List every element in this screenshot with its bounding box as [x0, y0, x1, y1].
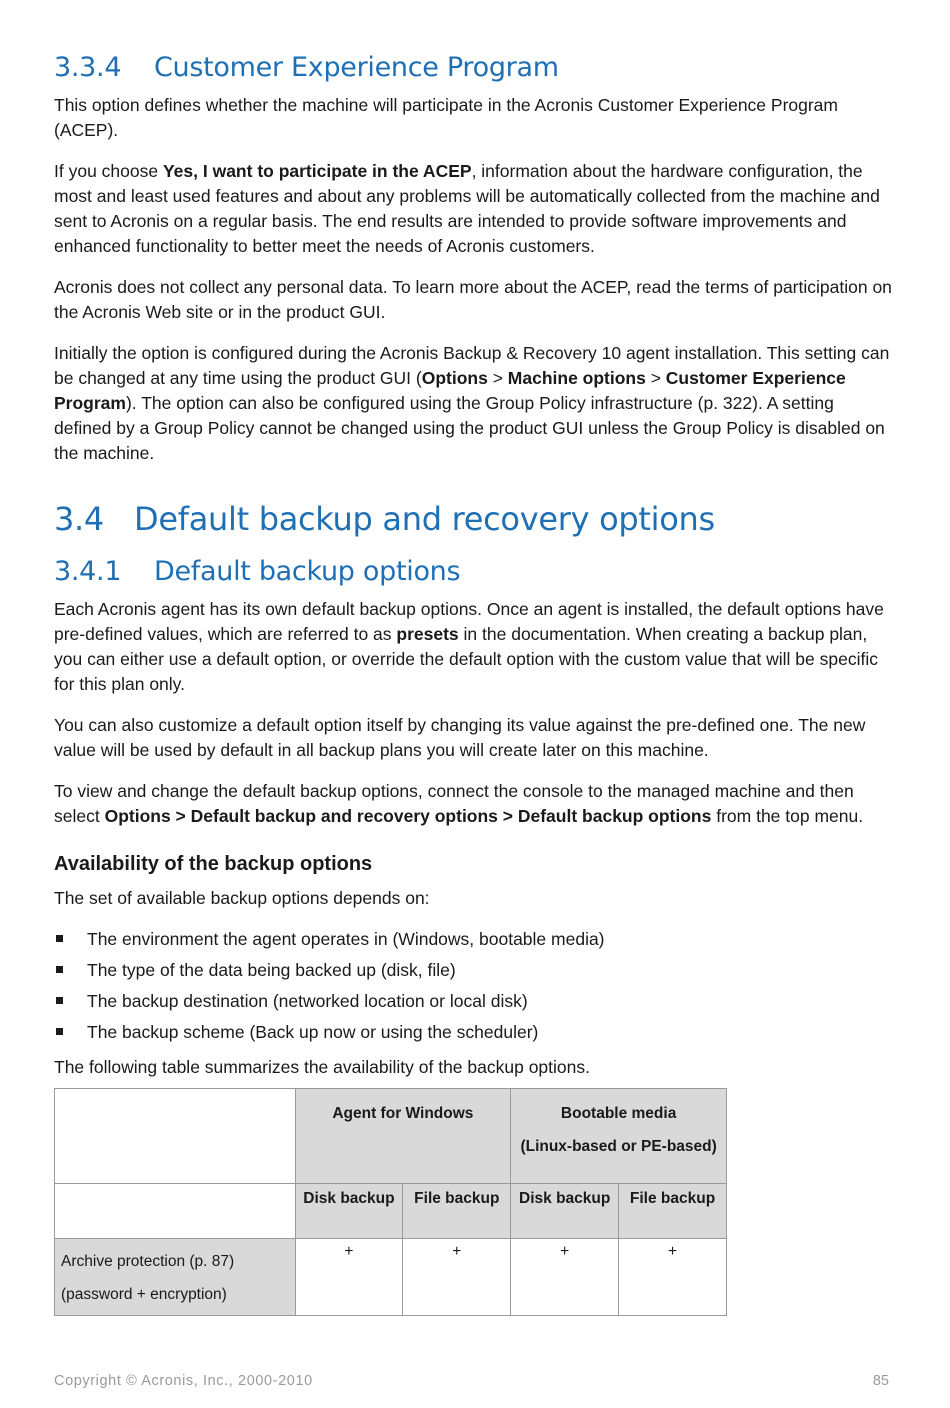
bold-text: Options > Default backup and recovery options > Default backup options — [104, 806, 712, 826]
bullet-square-icon — [56, 935, 63, 942]
section-number: 3.4.1 — [54, 556, 122, 587]
text-run: , information about the hardware configuration, the most and least used features and about any problems will be automatically collected from the machine and sent to Acronis on a regular basis. The end results are intended to provide software improvements and enhanced functionality to better meet the needs of Acronis customers. — [54, 161, 880, 256]
bold-text: Options — [421, 368, 488, 388]
bold-text: Machine options — [507, 368, 646, 388]
subheading-availability: Availability of the backup options — [54, 853, 373, 875]
section-title: Default backup options — [154, 556, 461, 587]
paragraph — [54, 779, 896, 829]
table-subheader-row — [55, 1184, 727, 1239]
section-number: 3.3.4 — [54, 52, 122, 83]
list-item — [54, 1020, 896, 1045]
page-number: 85 — [872, 1373, 889, 1389]
page-footer — [54, 1373, 889, 1389]
table-cell: + — [619, 1239, 727, 1316]
page-content — [54, 52, 896, 1316]
table-cell: + — [403, 1239, 511, 1316]
list-item — [54, 958, 896, 983]
list-item-text: The backup destination (networked location or local disk) — [87, 991, 528, 1011]
table-column-header: File backup — [619, 1184, 727, 1239]
row-label-text: Archive protection (p. 87) — [61, 1253, 235, 1270]
section-title: Default backup and recovery options — [134, 500, 715, 538]
section-number: 3.4 — [54, 500, 104, 538]
bullet-square-icon — [56, 997, 63, 1004]
list-item-text: The backup scheme (Back up now or using the scheduler) — [87, 1022, 539, 1042]
text-run: To view and change the default backup options, connect the console to the managed machine and then select — [54, 781, 854, 826]
text-run: If you choose — [54, 161, 163, 181]
list-item-text: The environment the agent operates in (Windows, bootable media) — [87, 929, 605, 949]
list-item — [54, 989, 896, 1014]
bullet-square-icon — [56, 1028, 63, 1035]
text-run: Each Acronis agent has its own default backup options. Once an agent is installed, the default options have pre-defined values, which are referred to as — [54, 599, 884, 644]
table-group-header — [295, 1089, 511, 1184]
copyright-text: Copyright © Acronis, Inc., 2000-2010 — [54, 1373, 313, 1389]
availability-table — [54, 1088, 727, 1316]
list-item-text: The type of the data being backed up (disk, file) — [87, 960, 456, 980]
section-heading-3-4 — [54, 500, 896, 538]
paragraph — [54, 597, 896, 697]
table-corner-cell — [55, 1089, 296, 1184]
paragraph: This option defines whether the machine will participate in the Acronis Customer Experience Program (ACEP). — [54, 95, 838, 140]
bold-text: presets — [396, 624, 459, 644]
group-header-subtext: (Linux-based or PE-based) — [520, 1138, 717, 1155]
table-column-header: File backup — [403, 1184, 511, 1239]
bullet-list — [54, 927, 896, 1045]
text-run: Initially the option is configured during the Acronis Backup & Recovery 10 agent installation. This setting can be changed at any time using the product GUI ( — [54, 343, 890, 388]
list-item — [54, 927, 896, 952]
text-run: ). The option can also be configured using the Group Policy infrastructure (p. 322). A setting defined by a Group Policy cannot be changed using the product GUI unless the Group Policy is disabled on the machine. — [54, 393, 885, 463]
text-run: > — [645, 368, 666, 388]
paragraph — [54, 159, 896, 259]
table-row — [55, 1239, 727, 1316]
section-heading-3-3-4 — [54, 52, 896, 83]
text-run: > — [487, 368, 508, 388]
paragraph: Acronis does not collect any personal data. To learn more about the ACEP, read the terms of participation on the Acronis Web site or in the product GUI. — [54, 277, 892, 322]
table-corner-cell — [55, 1184, 296, 1239]
section-title: Customer Experience Program — [154, 52, 559, 83]
bold-text: Customer Experience Program — [54, 368, 846, 413]
paragraph: You can also customize a default option itself by changing its value against the pre-defined one. The new value will be used by default in all backup plans you will create later on this machine. — [54, 715, 866, 760]
group-header-text: Bootable media — [560, 1105, 677, 1122]
text-run: from the top menu. — [711, 806, 864, 826]
text-run: in the documentation. When creating a backup plan, you can either use a default option, or override the default option with the custom value that will be specific for this plan only. — [54, 624, 878, 694]
table-group-header — [511, 1089, 727, 1184]
table-cell: + — [295, 1239, 403, 1316]
bullet-square-icon — [56, 966, 63, 973]
table-column-header: Disk backup — [511, 1184, 619, 1239]
paragraph: The following table summarizes the availability of the backup options. — [54, 1057, 590, 1077]
paragraph — [54, 341, 896, 466]
table-column-header: Disk backup — [295, 1184, 403, 1239]
paragraph: The set of available backup options depends on: — [54, 888, 430, 908]
table-cell: + — [511, 1239, 619, 1316]
group-header-text: Agent for Windows — [332, 1105, 474, 1122]
row-label-subtext: (password + encryption) — [61, 1286, 227, 1303]
table-row-label — [55, 1239, 296, 1316]
bold-text: Yes, I want to participate in the ACEP — [162, 161, 472, 181]
table-header-row — [55, 1089, 727, 1184]
section-heading-3-4-1 — [54, 556, 896, 587]
